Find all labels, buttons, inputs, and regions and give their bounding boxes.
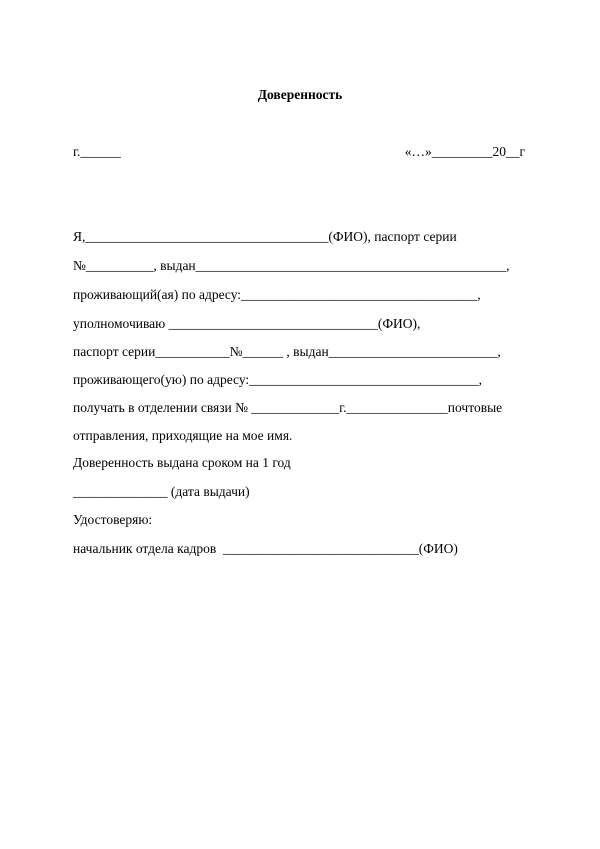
text-line-9: Доверенность выдана сроком на 1 год: [73, 455, 291, 470]
text-line-12: начальник отдела кадров _____________________________(ФИО): [73, 541, 458, 556]
text-line-5: паспорт серии___________№______ , выдан_________________________,: [73, 344, 501, 359]
document-title: Доверенность: [257, 87, 343, 102]
text-line-7: получать в отделении связи № _____________г._______________почтовые: [73, 400, 503, 415]
text-line-8: отправления, приходящие на мое имя.: [73, 428, 293, 443]
text-line-6: проживающего(ую) по адресу:__________________________________,: [73, 372, 483, 387]
date-line: «…»_________20__г: [404, 144, 525, 159]
text-line-1: Я,____________________________________(ФИО), паспорт серии: [73, 229, 457, 244]
text-line-10: ______________ (дата выдачи): [73, 484, 250, 499]
city-line: г.______: [73, 144, 121, 159]
text-line-4: уполномочиваю _______________________________(ФИО),: [73, 316, 421, 331]
text-line-2: №__________, выдан______________________________________________,: [73, 258, 510, 273]
text-line-3: проживающий(ая) по адресу:___________________________________,: [73, 287, 481, 302]
text-line-11: Удостоверяю:: [73, 512, 153, 527]
